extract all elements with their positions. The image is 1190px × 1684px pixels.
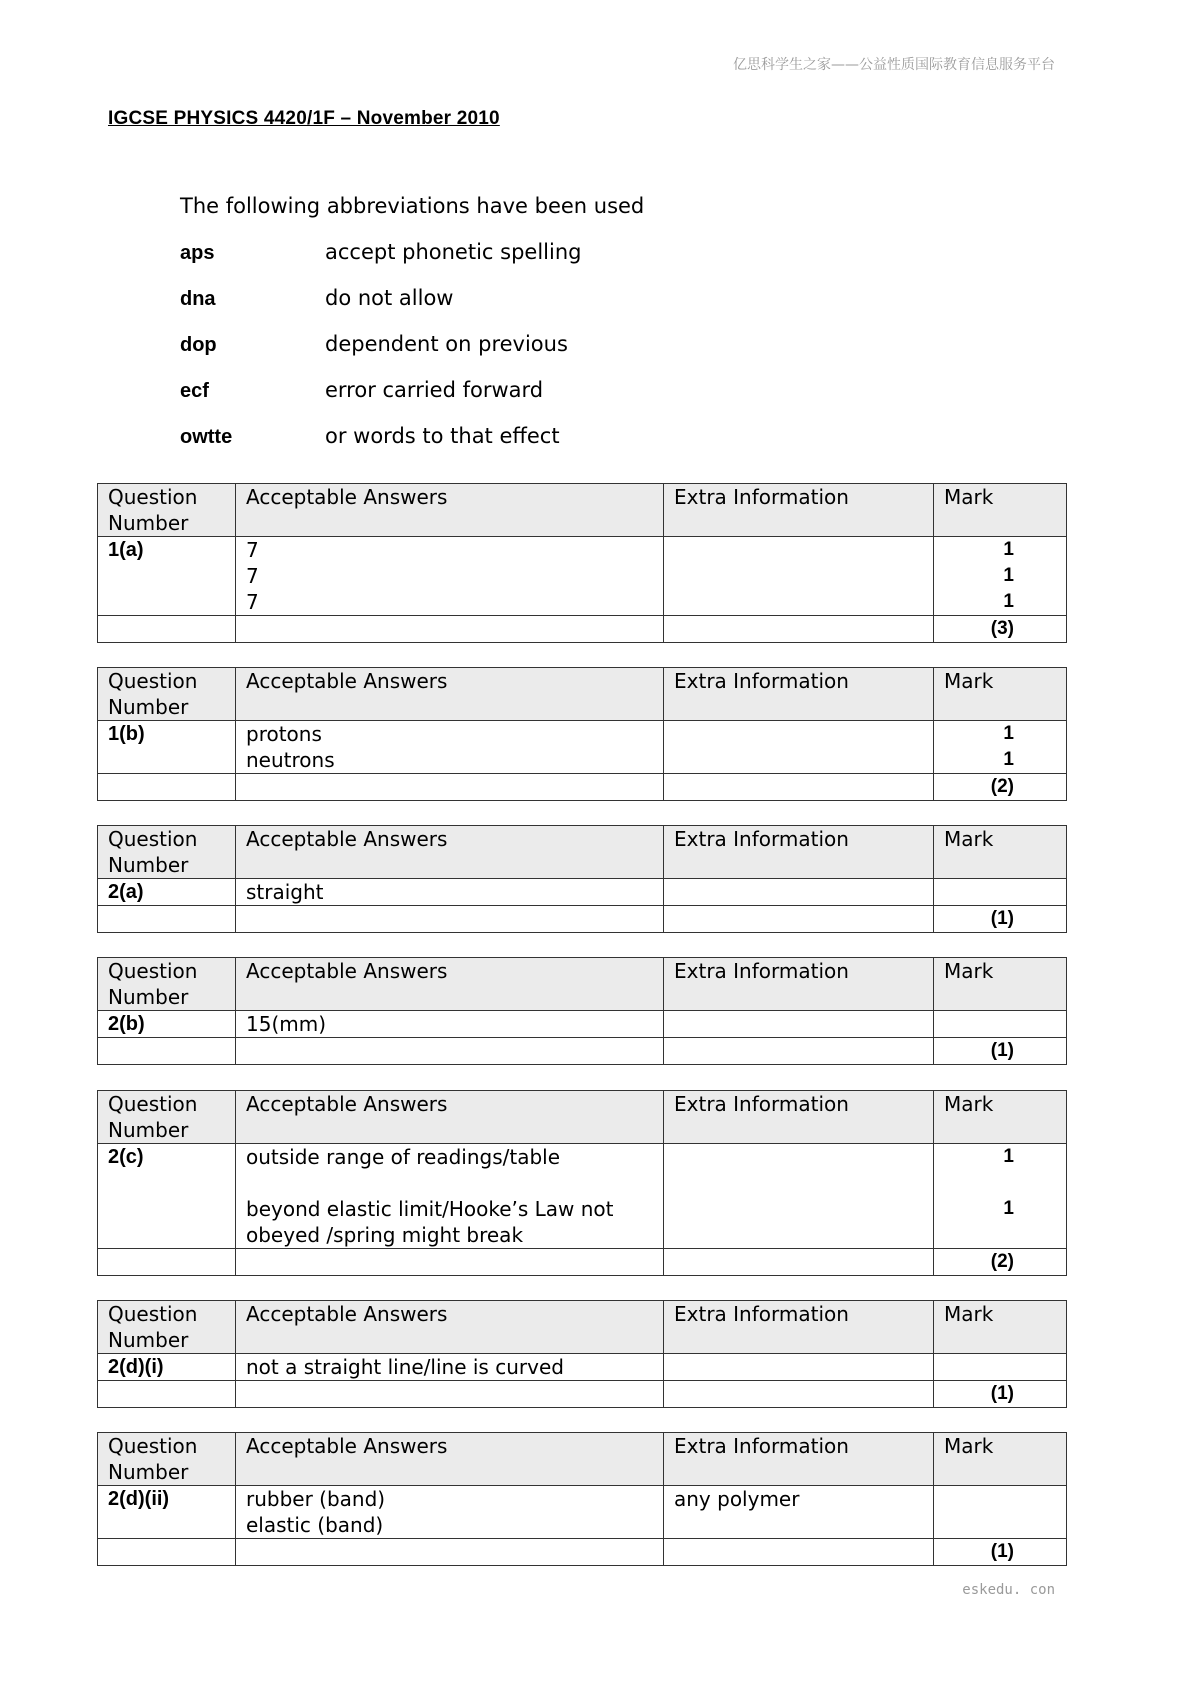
header-mark: Mark	[934, 484, 1067, 537]
extra-information-cell	[664, 879, 934, 906]
acceptable-answer: 15(mm)	[246, 1012, 327, 1036]
total-empty-cell	[236, 1249, 664, 1276]
question-table	[97, 1090, 1067, 1276]
header-question-number	[98, 1301, 236, 1354]
mark-value	[944, 1170, 1014, 1196]
abbreviations-list	[180, 240, 581, 470]
extra-information-cell	[664, 1011, 934, 1038]
total-empty-cell	[664, 616, 934, 643]
extra-information	[674, 537, 923, 563]
header-question-number	[98, 958, 236, 1011]
total-mark: (2)	[934, 1249, 1067, 1276]
abbreviation-meaning: error carried forward	[325, 378, 544, 402]
mark-value-cell	[934, 537, 1067, 616]
mark-value-cell	[934, 1486, 1067, 1539]
table-header-row	[98, 484, 1067, 537]
header-question-label: Question	[108, 669, 198, 693]
acceptable-answer-cell	[236, 1144, 664, 1249]
abbreviation-meaning: or words to that effect	[325, 424, 560, 448]
total-mark: (1)	[934, 906, 1067, 933]
question-number: 2(a)	[98, 879, 236, 906]
extra-information-cell	[664, 721, 934, 774]
acceptable-answer: protons	[246, 722, 322, 746]
abbreviation-row	[180, 286, 581, 332]
header-number-label: Number	[108, 511, 189, 535]
total-empty-cell	[236, 774, 664, 801]
abbreviation-meaning: dependent on previous	[325, 332, 568, 356]
mark-value-cell	[934, 1354, 1067, 1381]
header-extra-information: Extra Information	[664, 1301, 934, 1354]
total-empty-cell	[236, 616, 664, 643]
extra-information	[674, 1354, 923, 1380]
acceptable-answer	[246, 1170, 653, 1196]
acceptable-answer: 7	[246, 590, 259, 614]
total-empty-cell	[664, 1038, 934, 1065]
question-table	[97, 957, 1067, 1065]
table-row	[98, 537, 1067, 616]
header-number-label: Number	[108, 1328, 189, 1352]
total-mark: (1)	[934, 1381, 1067, 1408]
header-mark: Mark	[934, 1091, 1067, 1144]
total-empty-cell	[236, 1381, 664, 1408]
acceptable-answer: not a straight line/line is curved	[246, 1355, 564, 1379]
total-row	[98, 1539, 1067, 1566]
header-mark: Mark	[934, 826, 1067, 879]
question-table	[97, 1432, 1067, 1566]
abbreviation-code: owtte	[180, 426, 233, 448]
abbreviation-row	[180, 424, 581, 470]
total-empty-cell	[98, 616, 236, 643]
header-mark: Mark	[934, 1433, 1067, 1486]
acceptable-answer-cell	[236, 537, 664, 616]
mark-value: 1	[1003, 591, 1014, 612]
total-empty-cell	[664, 1381, 934, 1408]
total-empty-cell	[664, 906, 934, 933]
header-number-label: Number	[108, 853, 189, 877]
total-empty-cell	[98, 1539, 236, 1566]
header-question-label: Question	[108, 827, 198, 851]
header-extra-information: Extra Information	[664, 826, 934, 879]
header-question-label: Question	[108, 1092, 198, 1116]
header-number-label: Number	[108, 985, 189, 1009]
mark-value-cell	[934, 879, 1067, 906]
mark-value: 1	[1003, 1146, 1014, 1167]
acceptable-answer: 7	[246, 564, 259, 588]
acceptable-answer-cell	[236, 879, 664, 906]
extra-information	[674, 1144, 923, 1170]
abbreviation-code: dna	[180, 288, 216, 310]
total-row	[98, 906, 1067, 933]
question-number: 2(d)(i)	[98, 1354, 236, 1381]
footer-watermark: eskedu. con	[962, 1582, 1055, 1598]
extra-information	[674, 879, 923, 905]
header-mark: Mark	[934, 958, 1067, 1011]
mark-value	[944, 1011, 1014, 1037]
acceptable-answer: 7	[246, 538, 259, 562]
mark-value: 1	[1003, 749, 1014, 770]
mark-value-cell	[934, 721, 1067, 774]
abbreviations-intro: The following abbreviations have been used	[180, 194, 645, 218]
table-header-row	[98, 1433, 1067, 1486]
total-empty-cell	[98, 774, 236, 801]
abbreviation-row	[180, 378, 581, 424]
total-empty-cell	[236, 1038, 664, 1065]
extra-information: any polymer	[674, 1487, 800, 1511]
question-table	[97, 667, 1067, 801]
header-acceptable-answers: Acceptable Answers	[236, 1433, 664, 1486]
table-header-row	[98, 958, 1067, 1011]
table-row	[98, 1486, 1067, 1539]
acceptable-answer: elastic (band)	[246, 1513, 384, 1537]
mark-value: 1	[1003, 1198, 1014, 1219]
extra-information-cell	[664, 1486, 934, 1539]
total-row	[98, 1249, 1067, 1276]
header-question-label: Question	[108, 485, 198, 509]
total-row	[98, 1381, 1067, 1408]
question-number: 2(c)	[98, 1144, 236, 1249]
abbreviation-row	[180, 240, 581, 286]
header-acceptable-answers: Acceptable Answers	[236, 1091, 664, 1144]
abbreviation-code: dop	[180, 334, 217, 356]
table-row	[98, 721, 1067, 774]
acceptable-answer: obeyed /spring might break	[246, 1223, 524, 1247]
acceptable-answer: neutrons	[246, 748, 335, 772]
mark-value	[944, 1486, 1014, 1512]
acceptable-answer-cell	[236, 1011, 664, 1038]
acceptable-answer-cell	[236, 1354, 664, 1381]
header-question-number	[98, 1433, 236, 1486]
mark-value-cell	[934, 1144, 1067, 1249]
header-acceptable-answers: Acceptable Answers	[236, 958, 664, 1011]
extra-information	[674, 1011, 923, 1037]
total-row	[98, 1038, 1067, 1065]
total-row	[98, 616, 1067, 643]
header-acceptable-answers: Acceptable Answers	[236, 826, 664, 879]
header-question-label: Question	[108, 1302, 198, 1326]
header-acceptable-answers: Acceptable Answers	[236, 1301, 664, 1354]
header-extra-information: Extra Information	[664, 1091, 934, 1144]
total-empty-cell	[98, 1038, 236, 1065]
acceptable-answer-cell	[236, 1486, 664, 1539]
question-number: 1(a)	[98, 537, 236, 616]
acceptable-answer: straight	[246, 880, 324, 904]
abbreviation-row	[180, 332, 581, 378]
header-acceptable-answers: Acceptable Answers	[236, 484, 664, 537]
abbreviation-code: ecf	[180, 380, 209, 402]
header-question-number	[98, 484, 236, 537]
total-empty-cell	[664, 1539, 934, 1566]
header-question-label: Question	[108, 1434, 198, 1458]
header-extra-information: Extra Information	[664, 484, 934, 537]
acceptable-answer: rubber (band)	[246, 1487, 386, 1511]
abbreviation-code: aps	[180, 242, 215, 264]
header-mark: Mark	[934, 668, 1067, 721]
table-row	[98, 879, 1067, 906]
mark-value	[944, 1354, 1014, 1380]
total-empty-cell	[98, 906, 236, 933]
mark-value: 1	[1003, 723, 1014, 744]
header-extra-information: Extra Information	[664, 958, 934, 1011]
header-question-label: Question	[108, 959, 198, 983]
header-acceptable-answers: Acceptable Answers	[236, 668, 664, 721]
abbreviation-meaning: do not allow	[325, 286, 454, 310]
table-header-row	[98, 1301, 1067, 1354]
question-table	[97, 1300, 1067, 1408]
header-question-number	[98, 668, 236, 721]
total-mark: (1)	[934, 1539, 1067, 1566]
header-mark: Mark	[934, 1301, 1067, 1354]
header-number-label: Number	[108, 695, 189, 719]
total-row	[98, 774, 1067, 801]
header-question-number	[98, 1091, 236, 1144]
extra-information-cell	[664, 537, 934, 616]
document-title: IGCSE PHYSICS 4420/1F – November 2010	[108, 108, 500, 129]
question-number: 2(d)(ii)	[98, 1486, 236, 1539]
table-row	[98, 1144, 1067, 1249]
table-header-row	[98, 1091, 1067, 1144]
header-question-number	[98, 826, 236, 879]
header-number-label: Number	[108, 1460, 189, 1484]
total-empty-cell	[236, 1539, 664, 1566]
question-number: 2(b)	[98, 1011, 236, 1038]
header-extra-information: Extra Information	[664, 668, 934, 721]
mark-value: 1	[1003, 565, 1014, 586]
abbreviation-meaning: accept phonetic spelling	[325, 240, 582, 264]
total-empty-cell	[664, 1249, 934, 1276]
table-header-row	[98, 668, 1067, 721]
total-mark: (3)	[934, 616, 1067, 643]
acceptable-answer-cell	[236, 721, 664, 774]
question-number: 1(b)	[98, 721, 236, 774]
extra-information-cell	[664, 1144, 934, 1249]
total-mark: (1)	[934, 1038, 1067, 1065]
table-row	[98, 1354, 1067, 1381]
mark-value: 1	[1003, 539, 1014, 560]
extra-information	[674, 721, 923, 747]
table-header-row	[98, 826, 1067, 879]
header-extra-information: Extra Information	[664, 1433, 934, 1486]
total-empty-cell	[98, 1381, 236, 1408]
header-number-label: Number	[108, 1118, 189, 1142]
total-empty-cell	[664, 774, 934, 801]
acceptable-answer: outside range of readings/table	[246, 1145, 561, 1169]
extra-information-cell	[664, 1354, 934, 1381]
mark-value	[944, 879, 1014, 905]
total-mark: (2)	[934, 774, 1067, 801]
header-watermark: 亿思科学生之家——公益性质国际教育信息服务平台	[733, 57, 1055, 73]
total-empty-cell	[236, 906, 664, 933]
mark-value-cell	[934, 1011, 1067, 1038]
total-empty-cell	[98, 1249, 236, 1276]
table-row	[98, 1011, 1067, 1038]
acceptable-answer: beyond elastic limit/Hooke’s Law not	[246, 1197, 614, 1221]
question-table	[97, 483, 1067, 643]
question-table	[97, 825, 1067, 933]
